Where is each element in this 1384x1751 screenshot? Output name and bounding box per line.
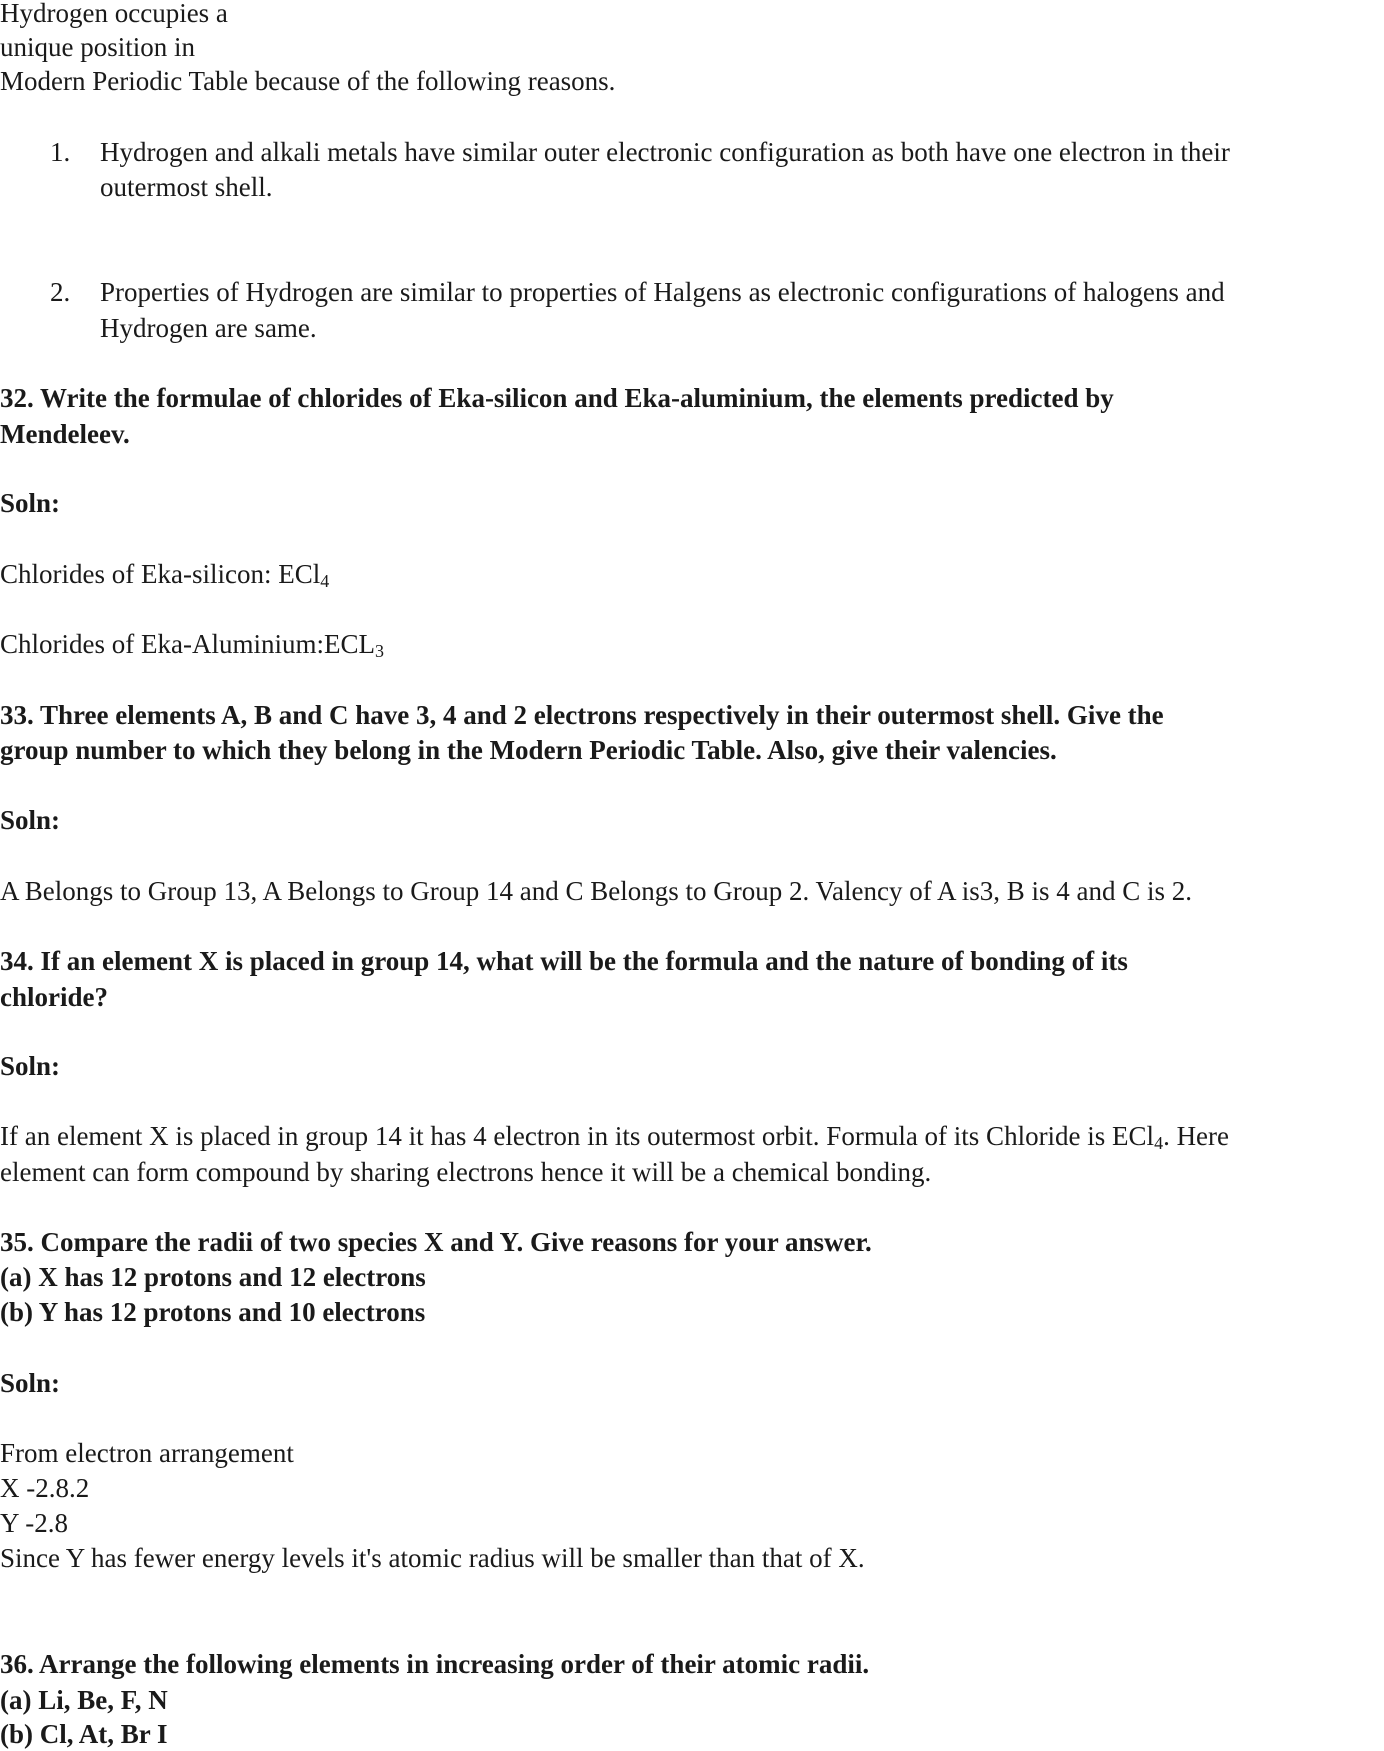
question-33: group number to which they belong in the Modern Periodic Table. Also, give their valencies. <box>0 735 1057 765</box>
answer-text: Chlorides of Eka-silicon: ECl <box>0 559 321 589</box>
question-32: Mendeleev. <box>0 419 130 449</box>
question-34: chloride? <box>0 982 108 1012</box>
question-36: (b) Cl, At, Br I <box>0 1719 168 1749</box>
question-36: (a) Li, Be, F, N <box>0 1685 168 1715</box>
intro-line: unique position in <box>0 32 195 62</box>
answer-35-line: From electron arrangement <box>0 1438 294 1468</box>
list-item: Properties of Hydrogen are similar to properties of Halgens as electronic configurations of halogens and <box>100 277 1225 307</box>
answer-35-line: Y -2.8 <box>0 1508 68 1538</box>
subscript: 4 <box>320 571 330 591</box>
answer-text: Chlorides of Eka-Aluminium:ECL <box>0 629 375 659</box>
soln-label: Soln: <box>0 805 61 835</box>
answer-text: If an element X is placed in group 14 it has 4 electron in its outermost orbit. Formula of its Chloride is ECl <box>0 1121 1155 1151</box>
list-number: 1. <box>50 137 71 167</box>
subscript: 3 <box>374 641 384 661</box>
answer-34-line <box>0 1119 1229 1153</box>
answer-35-line: Since Y has fewer energy levels it's atomic radius will be smaller than that of X. <box>0 1543 865 1573</box>
question-35: 35. Compare the radii of two species X and Y. Give reasons for your answer. <box>0 1227 872 1257</box>
intro-line: Hydrogen occupies a <box>0 0 228 28</box>
soln-label: Soln: <box>0 1368 61 1398</box>
question-35: (a) X has 12 protons and 12 electrons <box>0 1262 426 1292</box>
list-item: Hydrogen are same. <box>100 313 317 343</box>
answer-32-line <box>0 627 384 661</box>
answer-35-line: X -2.8.2 <box>0 1473 90 1503</box>
answer-34-line: element can form compound by sharing electrons hence it will be a chemical bonding. <box>0 1157 932 1187</box>
answer-32-line <box>0 557 329 591</box>
soln-label: Soln: <box>0 1051 61 1081</box>
question-36: 36. Arrange the following elements in increasing order of their atomic radii. <box>0 1649 870 1679</box>
answer-text: . Here <box>1163 1121 1230 1151</box>
list-number: 2. <box>50 277 71 307</box>
intro-line: Modern Periodic Table because of the following reasons. <box>0 66 616 96</box>
soln-label: Soln: <box>0 488 61 518</box>
answer-33: A Belongs to Group 13, A Belongs to Group 14 and C Belongs to Group 2. Valency of A is3, B is 4 and C is 2. <box>0 876 1193 906</box>
list-item: Hydrogen and alkali metals have similar outer electronic configuration as both have one electron in their <box>100 137 1230 167</box>
list-item: outermost shell. <box>100 172 273 202</box>
question-35: (b) Y has 12 protons and 10 electrons <box>0 1297 426 1327</box>
question-33: 33. Three elements A, B and C have 3, 4 and 2 electrons respectively in their outermost shell. Give the <box>0 700 1164 730</box>
question-32: 32. Write the formulae of chlorides of Eka-silicon and Eka-aluminium, the elements predicted by <box>0 383 1114 413</box>
question-34: 34. If an element X is placed in group 14, what will be the formula and the nature of bonding of its <box>0 946 1128 976</box>
subscript: 4 <box>1154 1133 1164 1153</box>
